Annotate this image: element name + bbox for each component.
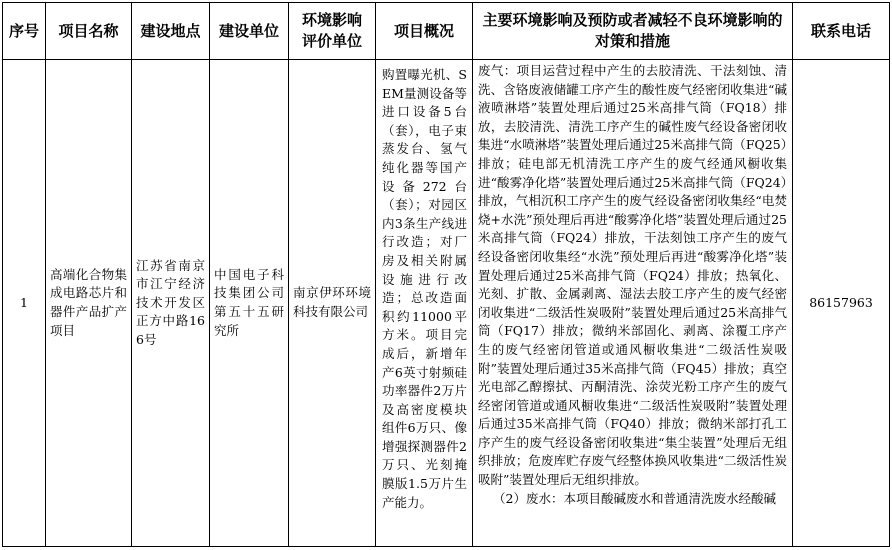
header-seq: 序号 [3, 3, 46, 60]
header-project-name: 项目名称 [46, 3, 132, 60]
cell-builder: 中国电子科技集团公司第五十五研究所 [210, 60, 289, 547]
header-measures [473, 3, 793, 60]
table-row [3, 60, 890, 547]
cell-phone: 86157963 [793, 60, 890, 547]
header-phone: 联系电话 [793, 3, 890, 60]
measures-paragraph-2: （2）废水：本项目酸碱废水和普通清洗废水经酸碱 [493, 490, 776, 506]
header-location: 建设地点 [132, 3, 210, 60]
header-eia-unit-line1: 环境影响 [301, 11, 362, 29]
header-overview: 项目概况 [376, 3, 473, 60]
header-builder: 建设单位 [210, 3, 289, 60]
eia-table [2, 2, 890, 547]
cell-overview [376, 60, 473, 547]
header-eia-unit [289, 3, 376, 60]
header-measures-line2: 对策和措施 [594, 32, 670, 50]
cell-seq: 1 [3, 60, 46, 547]
overview-text: 购置曝光机、SEM量测设备等进口设备5台（套），电子束蒸发台、氢气纯化器等国产设备272台（套）；对园区内3条生产线进行改造；对厂房及相关附属设施进行改造；总改造面积约11000平方米。项目完成后，新增年产6英寸射频硅功率器件2万片及高密度模块组件6万只、像增强探测器件2万只、光刻掩膜版1.5万片生产能力。 [382, 67, 467, 510]
cell-location: 江苏省南京市江宁经济技术开发区正方中路166号 [132, 60, 210, 547]
measures-paragraph-1: 废气：项目运营过程中产生的去胶清洗、干法刻蚀、清洗、含铬废液储罐工序产生的酸性废气经密闭收集进“碱液喷淋塔”装置处理后通过25米高排气筒（FQ18）排放，去胶清洗、清洗工序产生的碱性废气经设备密闭收集进“水喷淋塔”装置处理后通过25米高排气筒（FQ25）排放；硅电部无机清洗工序产生的废气经通风橱收集进“酸雾净化塔”装置处理后通过25米高排气筒（FQ24）排放，气相沉积工序产生的废气经设备密闭收集经“电焚烧+水洗”预处理后再进“酸雾净化塔”装置处理后通过25米高排气筒（FQ24）排放，干法刻蚀工序产生的废气经设备密闭收集经“水洗”预处理后再进“酸雾净化塔”装置处理后通过25米高排气筒（FQ24）排放；热氧化、光刻、扩散、金属剥离、湿法去胶工序产生的废气经密闭收集进“二级活性炭吸附”装置处理后通过25米高排气筒（FQ17）排放；微纳米部固化、剥离、涂覆工序产生的废气经密闭管道或通风橱收集进“二级活性炭吸附”装置处理后通过35米高排气筒（FQ45）排放；真空光电部乙醇擦拭、丙酮清洗、涂荧光粉工序产生的废气经密闭管道或通风橱收集进“二级活性炭吸附”装置处理后通过35米高排气筒（FQ40）排放；微纳米部打孔工序产生的废气经设备密闭收集进“集尘装置”处理后无组织排放；危废库贮存废气经整体换风收集进“二级活性炭吸附”装置处理后无组织排放。 [478, 63, 787, 488]
header-eia-unit-line2: 评价单位 [301, 32, 362, 50]
cell-eia-unit: 南京伊环环境科技有限公司 [289, 60, 376, 547]
cell-measures [473, 60, 793, 547]
measures-text [473, 60, 792, 546]
header-measures-line1: 主要环境影响及预防或者减轻不良环境影响的 [482, 11, 783, 29]
header-row [3, 3, 890, 60]
cell-project-name: 高端化合物集成电路芯片和器件产品扩产项目 [46, 60, 132, 547]
